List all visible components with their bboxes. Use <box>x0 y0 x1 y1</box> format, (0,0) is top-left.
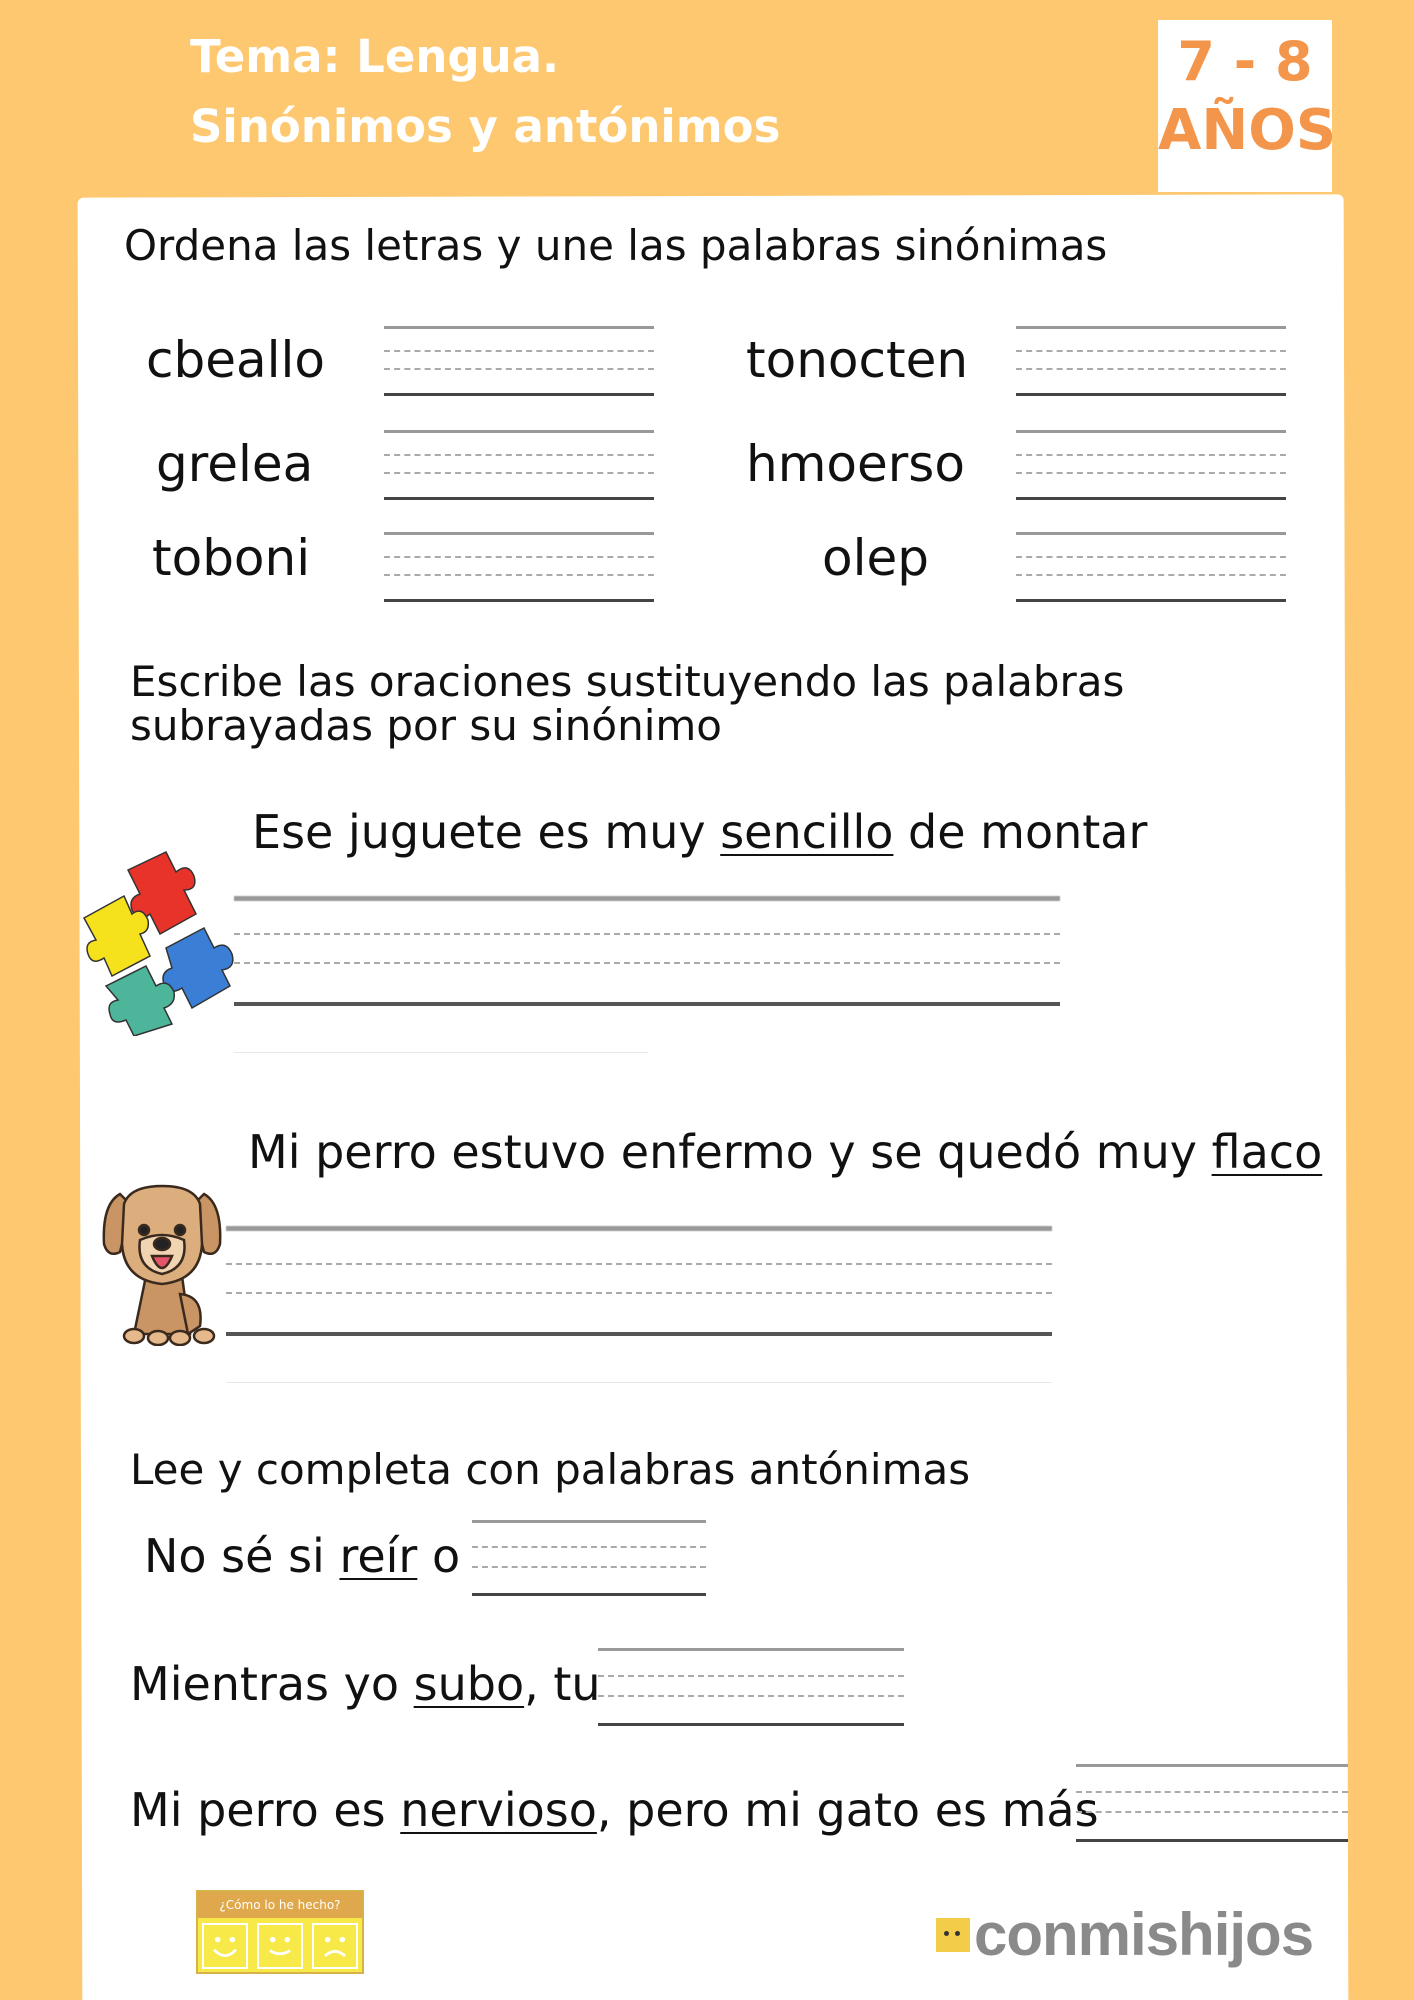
puzzle-icon <box>76 840 246 1036</box>
sentence-2 <box>248 1124 1322 1180</box>
scrambled-word-left-2: grelea <box>156 435 314 493</box>
antonym-answer-line-1[interactable] <box>472 1520 706 1596</box>
topic-line-1: Tema: Lengua. <box>190 30 560 83</box>
sentence-1-before: Ese juguete es muy <box>252 805 721 859</box>
scrambled-word-right-1: tonocten <box>746 331 969 389</box>
brand-logo <box>936 1900 1313 1969</box>
antonym-item-1-underlined-word: reír <box>339 1529 418 1583</box>
antonym-item-3-underlined-word: nervioso <box>400 1783 597 1837</box>
antonym-item-2 <box>130 1656 601 1712</box>
brand-name: conmishijos <box>974 1901 1314 1968</box>
antonym-item-2-before: Mientras yo <box>130 1657 414 1711</box>
sentence-2-underlined-word: flaco <box>1211 1125 1323 1179</box>
antonym-item-2-after: , tu <box>524 1657 601 1711</box>
topic-line-2: Sinónimos y antónimos <box>190 100 781 153</box>
section1-instruction: Ordena las letras y une las palabras sinónimas <box>124 221 1108 270</box>
scrambled-word-right-2: hmoerso <box>746 435 965 493</box>
answer-line-left-3[interactable] <box>384 532 654 602</box>
brand-logo-icon <box>936 1918 970 1952</box>
section2-instruction-line-1: Escribe las oraciones sustituyendo las palabras <box>130 657 1125 706</box>
antonym-item-2-underlined-word: subo <box>413 1657 525 1711</box>
antonym-item-1 <box>144 1528 460 1584</box>
antonym-answer-line-2[interactable] <box>598 1648 904 1726</box>
self-rating-title: ¿Cómo lo he hecho? <box>198 1892 362 1918</box>
antonym-item-3 <box>130 1782 1099 1838</box>
scrambled-word-left-1: cbeallo <box>146 331 326 389</box>
sentence-1-after: de montar <box>893 805 1148 859</box>
answer-line-right-3[interactable] <box>1016 532 1286 602</box>
section2-instruction-line-2: subrayadas por su sinónimo <box>130 701 722 750</box>
antonym-item-1-before: No sé si <box>144 1529 340 1583</box>
section3-instruction: Lee y completa con palabras antónimas <box>130 1445 971 1494</box>
age-badge <box>1158 20 1337 192</box>
scrambled-word-left-3: toboni <box>152 529 311 587</box>
sentence-1-answer-lines[interactable] <box>234 896 1060 1006</box>
antonym-item-1-after: o <box>417 1529 461 1583</box>
happy-face-icon[interactable] <box>202 1923 248 1969</box>
age-range: 7 - 8 <box>1177 30 1313 93</box>
section2-instruction <box>130 657 1125 750</box>
age-unit: AÑOS <box>1158 98 1337 163</box>
antonym-item-3-after: , pero mi gato es más <box>596 1783 1099 1837</box>
dog-icon <box>100 1184 224 1346</box>
sentence-1-underlined-word: sencillo <box>720 805 894 859</box>
sentence-2-answer-lines[interactable] <box>226 1226 1052 1336</box>
sentence-2-before: Mi perro estuvo enfermo y se quedó muy <box>248 1125 1212 1179</box>
answer-line-left-2[interactable] <box>384 430 654 500</box>
self-rating-box <box>196 1890 364 1974</box>
scrambled-word-right-3: olep <box>822 529 929 587</box>
divider <box>226 1382 1052 1383</box>
answer-line-right-1[interactable] <box>1016 326 1286 396</box>
worksheet-topic <box>190 22 780 162</box>
answer-line-right-2[interactable] <box>1016 430 1286 500</box>
antonym-item-3-before: Mi perro es <box>130 1783 401 1837</box>
divider <box>234 1052 648 1053</box>
answer-line-left-1[interactable] <box>384 326 654 396</box>
neutral-face-icon[interactable] <box>257 1923 303 1969</box>
sentence-1 <box>252 804 1147 860</box>
antonym-answer-line-3[interactable] <box>1076 1764 1348 1842</box>
sad-face-icon[interactable] <box>312 1923 358 1969</box>
